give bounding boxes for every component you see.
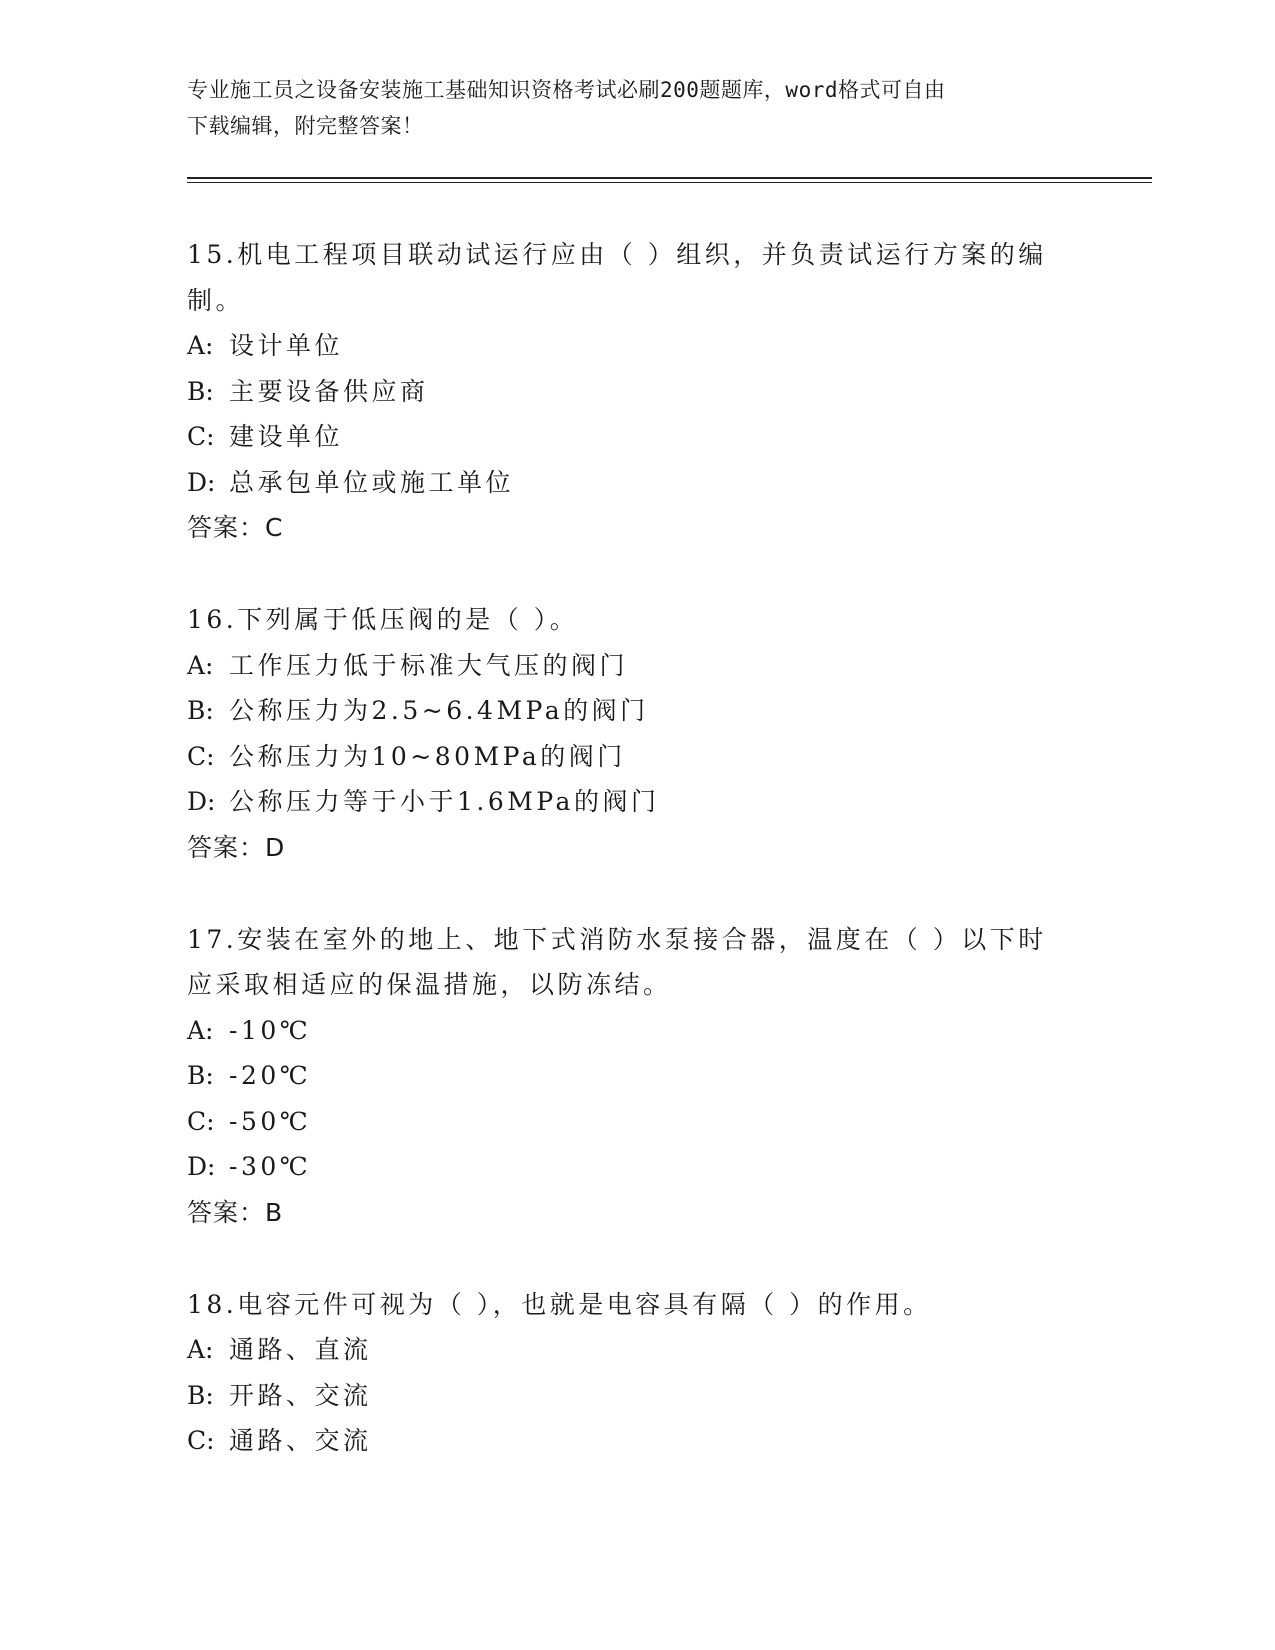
option-text: -10℃ [229, 1015, 312, 1045]
option-row [187, 643, 1087, 689]
option-text: 公称压力为10~80MPa的阀门 [229, 741, 626, 771]
answer-line: 答案：C [187, 513, 284, 542]
option-text: -20℃ [229, 1061, 312, 1090]
option-text: 公称压力为2.5~6.4MPa的阀门 [229, 696, 649, 725]
option-key: C: [187, 741, 215, 771]
option-key: A: [187, 331, 214, 360]
option-row [187, 1418, 1087, 1464]
option-text: 公称压力等于小于1.6MPa的阀门 [229, 787, 660, 816]
option-key: B: [187, 376, 214, 406]
option-text: 通路、直流 [229, 1335, 372, 1364]
option-text: 通路、交流 [229, 1426, 372, 1455]
option-key: D: [187, 787, 216, 816]
option-key: C: [187, 422, 215, 451]
option-key: B: [187, 1380, 214, 1410]
option-row [187, 734, 1087, 780]
document-header [187, 72, 1087, 144]
option-row [187, 1327, 1087, 1373]
option-row [187, 323, 1087, 369]
header-line: 下载编辑，附完整答案！ [187, 114, 424, 138]
question-block [187, 917, 1087, 1236]
option-row [187, 460, 1087, 506]
option-text: -30℃ [229, 1152, 312, 1181]
question-list [187, 232, 1087, 1510]
option-row [187, 1144, 1087, 1190]
answer-line: 答案：D [187, 832, 286, 862]
question-block [187, 597, 1087, 871]
option-key: D: [187, 1152, 216, 1181]
question-stem: 16.下列属于低压阀的是（ ）。 [187, 605, 579, 634]
question-stem: 制。 [187, 285, 245, 315]
option-row [187, 1099, 1087, 1145]
option-text: 设计单位 [229, 331, 344, 360]
header-divider-thick [187, 177, 1152, 179]
answer-line: 答案：B [187, 1197, 284, 1227]
header-line: 专业施工员之设备安装施工基础知识资格考试必刷200题题库，word格式可自由 [187, 78, 946, 102]
option-row [187, 779, 1087, 825]
option-key: A: [187, 1335, 214, 1364]
question-stem: 18.电容元件可视为（ ），也就是电容具有隔（ ）的作用。 [187, 1289, 932, 1319]
option-row [187, 369, 1087, 415]
option-key: A: [187, 650, 214, 680]
question-stem: 15.机电工程项目联动试运行应由（ ）组织，并负责试运行方案的编 [187, 240, 1047, 269]
question-block [187, 1282, 1087, 1464]
option-row [187, 1373, 1087, 1419]
option-text: 总承包单位或施工单位 [229, 467, 515, 497]
option-key: C: [187, 1426, 215, 1455]
option-row [187, 1008, 1087, 1054]
question-stem: 17.安装在室外的地上、地下式消防水泵接合器，温度在（ ）以下时 [187, 924, 1047, 954]
option-row [187, 688, 1087, 734]
option-row [187, 1053, 1087, 1099]
option-text: 工作压力低于标准大气压的阀门 [229, 650, 629, 680]
option-key: C: [187, 1106, 215, 1136]
question-stem: 应采取相适应的保温措施，以防冻结。 [187, 970, 672, 999]
question-block [187, 232, 1087, 551]
header-divider-thin [187, 182, 1152, 183]
option-text: 建设单位 [229, 422, 344, 451]
option-key: A: [187, 1015, 214, 1045]
option-key: D: [187, 467, 216, 497]
option-row [187, 414, 1087, 460]
option-key: B: [187, 696, 214, 725]
option-text: 主要设备供应商 [229, 376, 429, 406]
option-key: B: [187, 1061, 214, 1090]
option-text: -50℃ [229, 1106, 312, 1136]
option-text: 开路、交流 [229, 1380, 372, 1410]
